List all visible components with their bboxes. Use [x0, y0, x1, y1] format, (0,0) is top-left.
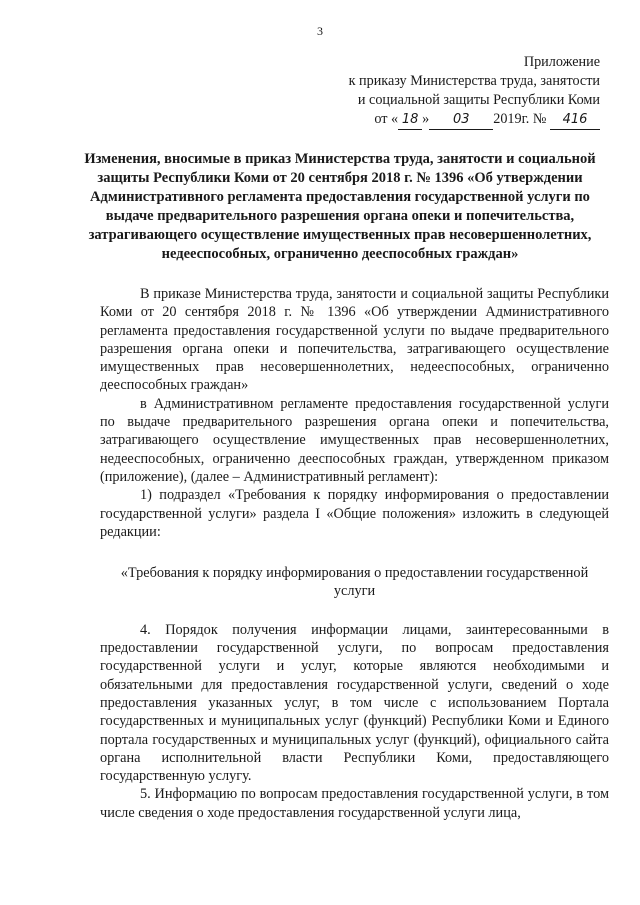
handwritten-month: 03: [429, 110, 493, 130]
date-year: 2019г. №: [493, 111, 547, 127]
document-title: Изменения, вносимые в приказ Министерства труда, занятости и социальной защиты Республики Коми от 20 сентября 2018 г. № 1396 «Об утверждении Административного регламента предоставления государственной услуги по выдаче предварительного разрешения органа опеки и попечительства, затрагивающего осуществление имущественных прав несовершеннолетних, недееспособных, ограниченно дееспособных граждан»: [84, 151, 596, 262]
appendix-block: [300, 53, 600, 130]
section-subheading: «Требования к порядку информирования о предоставлении государственной услуги: [120, 565, 589, 600]
paragraph-3: 1) подраздел «Требования к порядку информирования о предоставлении государственной услуги» раздела I «Общие положения» изложить в следующей редакции:: [100, 487, 609, 540]
document-body: [100, 285, 609, 822]
paragraph-4: 4. Порядок получения информации лицами, заинтересованными в предоставлении государственной услуги, по вопросам предоставления государственной услуги и услуг, которые являются необходимыми и обязательными для предоставления государственной услуги, сведений о ходе предоставления указанных услуг, в том числе с использованием Портала государственных и муниципальных услуг (функций) Республики Коми и Единого портала государственных и муниципальных услуг (функций), официального сайта органа исполнительной власти Республики Коми, предоставляющего государственную услугу.: [100, 621, 609, 785]
page-number: 3: [317, 24, 323, 38]
paragraph-2: в Административном регламенте предоставления государственной услуги по выдаче предварительного разрешения органа опеки и попечительства, затрагивающего осуществление имущественных прав несовершеннолетних, недееспособных, ограниченно дееспособных граждан, утвержденном приказом (приложение), (далее – Административный регламент):: [100, 395, 609, 485]
handwritten-number: 416: [550, 110, 600, 130]
appendix-label: Приложение: [523, 54, 600, 70]
date-separator: »: [422, 111, 430, 127]
paragraph-1: В приказе Министерства труда, занятости и социальной защиты Республики Коми от 20 сентября 2018 г. № 1396 «Об утверждении Административного регламента предоставления государственной услуги по выдаче предварительного разрешения органа опеки и попечительства, затрагивающего осуществление имущественных прав несовершеннолетних, недееспособных, ограниченно дееспособных граждан»: [100, 286, 609, 394]
appendix-ministry-line: и социальной защиты Республики Коми: [357, 92, 600, 108]
handwritten-day: 18: [398, 110, 422, 130]
appendix-order-line: к приказу Министерства труда, занятости: [348, 73, 600, 89]
appendix-date-line: [300, 110, 600, 130]
date-prefix: от «: [374, 111, 399, 127]
paragraph-5: 5. Информацию по вопросам предоставления государственной услуги, в том числе сведения о ходе предоставления государственной услуги лица,: [100, 786, 609, 821]
